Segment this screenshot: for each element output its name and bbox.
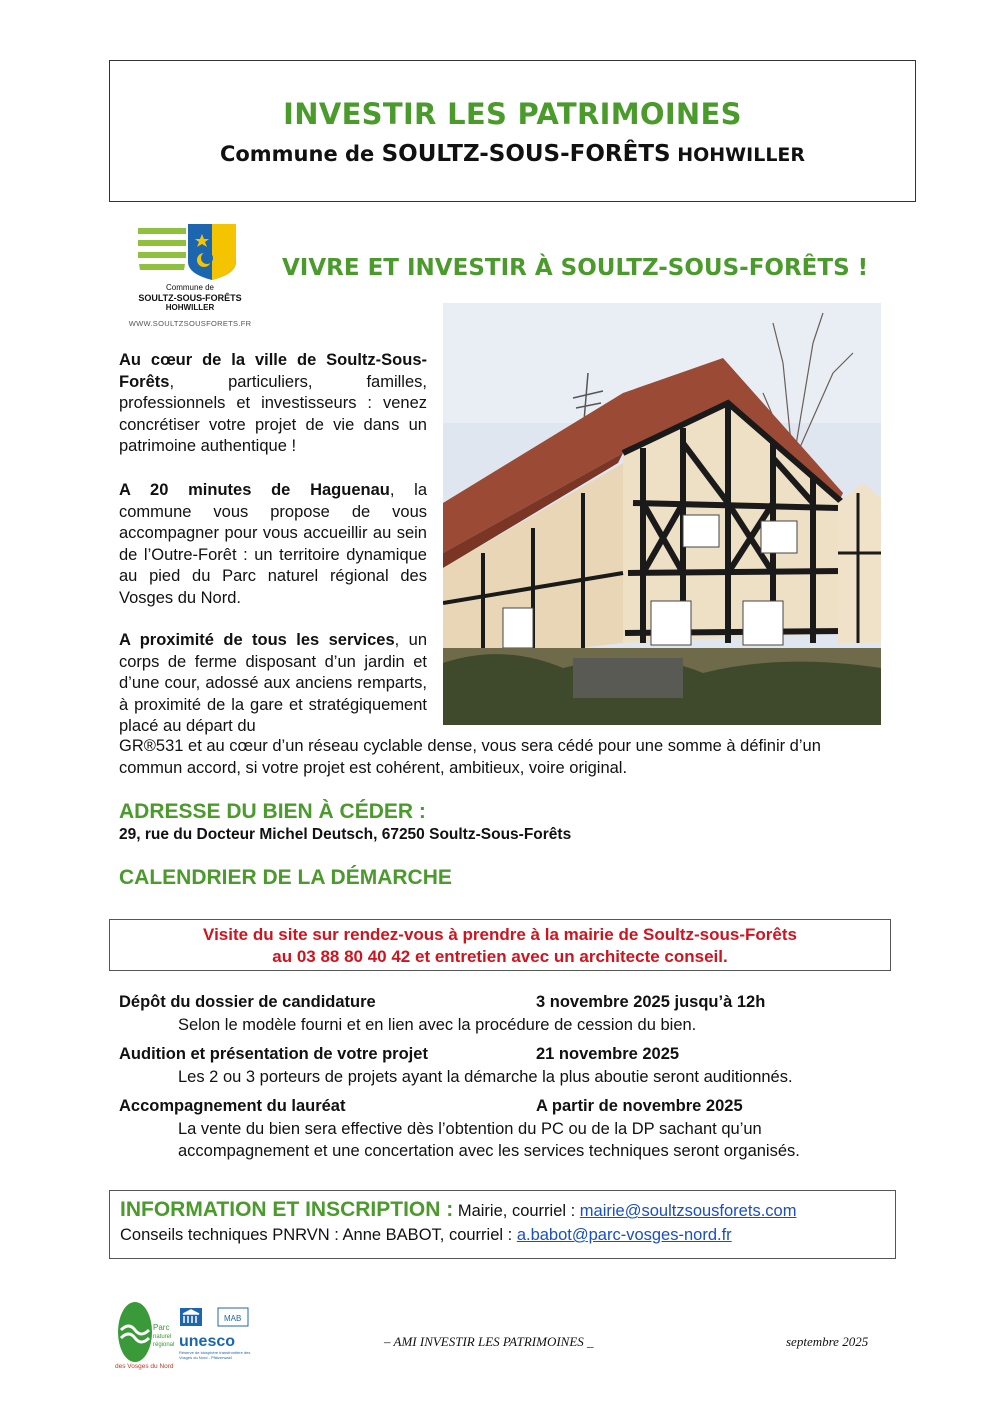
info-title: INFORMATION ET INSCRIPTION :	[120, 1198, 454, 1221]
footer-center: – AMI INVESTIR LES PATRIMOINES _	[384, 1334, 594, 1349]
logo-url: WWW.SOULTZSOUSFORETS.FR	[128, 319, 252, 328]
visit-notice-box	[109, 919, 891, 971]
intro-bold: Au cœur de la ville de Soultz-Sous-Forêts	[119, 351, 427, 391]
page-title: INVESTIR LES PATRIMOINES	[283, 97, 742, 131]
step-1-date: 3 novembre 2025 jusqu’à 12h	[536, 993, 766, 1011]
step-3-date: A partir de novembre 2025	[536, 1097, 743, 1115]
visit-line2: au 03 88 80 40 42 et entretien avec un architecte conseil.	[272, 947, 728, 966]
address-title: ADRESSE DU BIEN À CÉDER :	[119, 800, 426, 823]
logo-caption-line3: HOHWILLER	[165, 303, 215, 312]
step-2-desc: Les 2 ou 3 porteurs de projets ayant la démarche la plus aboutie seront auditionnés.	[178, 1068, 793, 1086]
logo-caption	[120, 283, 260, 313]
pnr-text-3: régional	[153, 1342, 175, 1348]
pnr-vosges-logo	[115, 1300, 175, 1372]
step-2-date: 21 novembre 2025	[536, 1045, 680, 1063]
mab-text: MAB	[224, 1314, 242, 1323]
commune-logo	[128, 222, 258, 334]
unesco-small-text: Réserve de biosphère transfrontière des Vosges du Nord - Pfälzerwald	[179, 1350, 251, 1360]
unesco-logo	[178, 1304, 254, 1372]
pnr-text-1: Parc	[153, 1323, 170, 1332]
info-conseil-text: Conseils techniques PNRVN : Anne BABOT, courriel :	[120, 1226, 517, 1244]
calendar-title: CALENDRIER DE LA DÉMARCHE	[119, 866, 452, 889]
property-paragraph-continued: GR®531 et au cœur d’un réseau cyclable dense, vous sera cédé pour une somme à définir d’un commun accord, si votre projet est cohérent, ambitieux, voire original.	[119, 737, 821, 777]
info-line2	[120, 1223, 895, 1247]
footer-date: septembre 2025	[786, 1334, 869, 1349]
info-line1	[120, 1198, 895, 1223]
step-2-label: Audition et présentation de votre projet	[119, 1045, 428, 1063]
info-box	[109, 1190, 896, 1259]
main-heading: VIVRE ET INVESTIR À SOULTZ-SOUS-FORÊTS !	[282, 255, 869, 281]
address-line: 29, rue du Docteur Michel Deutsch, 67250 Soultz-Sous-Forêts	[119, 826, 572, 843]
location-bold: A 20 minutes de Haguenau	[119, 481, 390, 499]
location-paragraph	[119, 480, 427, 609]
babot-email-link[interactable]: a.babot@parc-vosges-nord.fr	[516, 1226, 732, 1244]
info-mairie-text: Mairie, courriel :	[453, 1202, 580, 1220]
intro-paragraph	[119, 350, 427, 458]
logo-caption-line1: Commune de	[165, 283, 215, 292]
property-paragraph	[119, 630, 427, 738]
subtitle-prefix: Commune de	[219, 142, 382, 166]
step-3-desc: La vente du bien sera effective dès l’obtention du PC ou de la DP sachant qu’un accompagnement et une concertation avec les services techniques seront organisés.	[178, 1120, 800, 1160]
intro-text: , particuliers, familles, professionnels et investisseurs : venez concrétiser votre projet de vie dans un patrimoine authentique !	[119, 372, 427, 455]
step-1-desc: Selon le modèle fourni et en lien avec la procédure de cession du bien.	[178, 1016, 697, 1034]
subtitle-town: SOULTZ-SOUS-FORÊTS	[381, 141, 671, 167]
mairie-email-link[interactable]: mairie@soultzsousforets.com	[579, 1202, 797, 1220]
visit-line1: Visite du site sur rendez-vous à prendre à la mairie de Soultz-sous-Forêts	[203, 925, 797, 944]
pnr-text-2: naturel	[153, 1334, 172, 1340]
property-text: , un corps de ferme disposant d’un jardin et d’une cour, adossé aux anciens remparts, à proximité de la gare et stratégiquement placé au départ du	[119, 631, 427, 735]
subtitle-suffix: HOHWILLER	[670, 144, 806, 166]
property-bold: A proximité de tous les services	[119, 631, 395, 649]
page-subtitle	[110, 141, 915, 167]
coat-of-arms-icon	[138, 224, 236, 284]
step-3-label: Accompagnement du lauréat	[119, 1097, 346, 1115]
location-text: , la commune vous propose de vous accompagner pour vous accueillir au sein de l’Outre-Forêt : un territoire dynamique au pied du Parc naturel régional des Vosges du Nord.	[119, 481, 427, 607]
header-box	[109, 60, 916, 202]
pnr-text-4: des Vosges du Nord	[115, 1363, 174, 1370]
logo-caption-line2: SOULTZ-SOUS-FORÊTS	[138, 293, 242, 303]
step-1-label: Dépôt du dossier de candidature	[119, 993, 376, 1011]
unesco-text: unesco	[179, 1333, 236, 1350]
house-photo	[443, 303, 881, 725]
